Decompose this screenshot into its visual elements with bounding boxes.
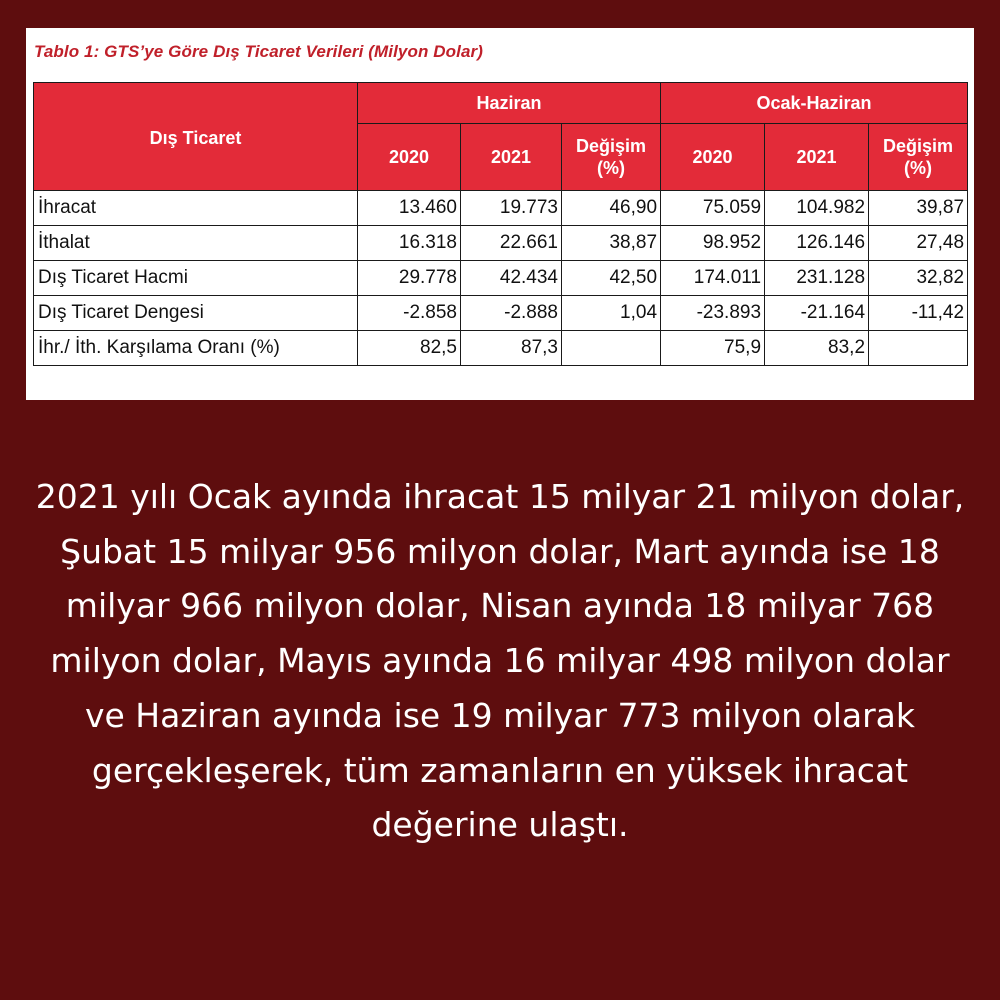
table-cell: 38,87 <box>562 226 661 261</box>
table-cell: 174.011 <box>661 261 765 296</box>
header-row-label: Dış Ticaret <box>34 83 358 191</box>
table-cell: 13.460 <box>358 191 461 226</box>
table-cell: 231.128 <box>765 261 869 296</box>
row-label: İthalat <box>34 226 358 261</box>
header-sub: 2020 <box>661 124 765 191</box>
table-cell: 104.982 <box>765 191 869 226</box>
header-sub: 2021 <box>461 124 562 191</box>
row-label: İhracat <box>34 191 358 226</box>
table-cell: 82,5 <box>358 331 461 366</box>
table-cell: 39,87 <box>869 191 968 226</box>
body-paragraph: 2021 yılı Ocak ayında ihracat 15 milyar 21 milyon dolar, Şubat 15 milyar 956 milyon dolar, Mart ayında ise 18 milyar 966 milyon dolar, Nisan ayında 18 milyar 768 milyon dolar, Mayıs ayında 16 milyar 498 milyon dolar ve Haziran ayında ise 19 milyar 773 milyon olarak gerçekleşerek, tüm zamanların en yüksek ihracat değerine ulaştı. <box>35 477 965 845</box>
header-sub: Değişim (%) <box>562 124 661 191</box>
row-label: İhr./ İth. Karşılama Oranı (%) <box>34 331 358 366</box>
table-caption: Tablo 1: GTS’ye Göre Dış Ticaret Verileri (Milyon Dolar) <box>34 42 483 61</box>
header-sub: 2020 <box>358 124 461 191</box>
table-cell: 83,2 <box>765 331 869 366</box>
table-cell: 75.059 <box>661 191 765 226</box>
header-group-ocak-haziran: Ocak-Haziran <box>661 83 968 124</box>
table-cell: 29.778 <box>358 261 461 296</box>
table-cell: 87,3 <box>461 331 562 366</box>
table-cell: 75,9 <box>661 331 765 366</box>
row-label: Dış Ticaret Dengesi <box>34 296 358 331</box>
table-row <box>34 261 968 296</box>
table-cell: -21.164 <box>765 296 869 331</box>
table-row <box>34 226 968 261</box>
row-label: Dış Ticaret Hacmi <box>34 261 358 296</box>
table-cell <box>869 331 968 366</box>
table-image <box>26 28 974 400</box>
table-cell: -23.893 <box>661 296 765 331</box>
header-sub: Değişim (%) <box>869 124 968 191</box>
table-row <box>34 191 968 226</box>
table-cell: 126.146 <box>765 226 869 261</box>
table-cell: -11,42 <box>869 296 968 331</box>
table-cell: -2.858 <box>358 296 461 331</box>
table-cell: -2.888 <box>461 296 562 331</box>
table-cell: 32,82 <box>869 261 968 296</box>
trade-data-table <box>33 82 968 366</box>
header-sub: 2021 <box>765 124 869 191</box>
table-cell: 98.952 <box>661 226 765 261</box>
table-cell: 27,48 <box>869 226 968 261</box>
table-cell: 42.434 <box>461 261 562 296</box>
header-group-haziran: Haziran <box>358 83 661 124</box>
table-cell: 19.773 <box>461 191 562 226</box>
table-row <box>34 331 968 366</box>
table-row <box>34 296 968 331</box>
table-cell: 22.661 <box>461 226 562 261</box>
table-cell: 1,04 <box>562 296 661 331</box>
table-cell <box>562 331 661 366</box>
table-cell: 46,90 <box>562 191 661 226</box>
table-cell: 42,50 <box>562 261 661 296</box>
table-cell: 16.318 <box>358 226 461 261</box>
